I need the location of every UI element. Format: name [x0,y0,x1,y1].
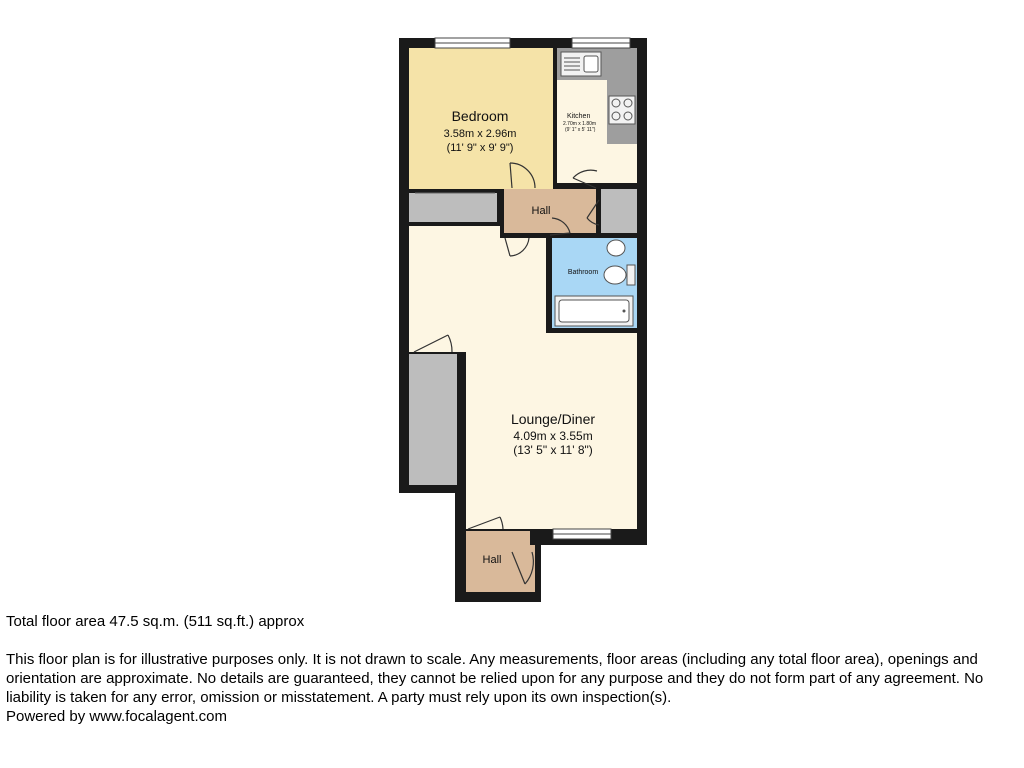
label-bedroom [444,108,517,154]
label-bathroom: Bathroom [567,269,599,276]
svg-text:3.58m x 2.96m: 3.58m x 2.96m [443,128,517,140]
label-hall-lower: Hall [482,554,502,566]
svg-text:4.09m x 3.55m: 4.09m x 3.55m [513,429,593,443]
svg-text:Kitchen: Kitchen [567,113,591,120]
svg-text:(13' 5" x 11' 8"): (13' 5" x 11' 8") [513,443,593,457]
basin-icon [607,240,625,256]
svg-text:(9' 1" x 5' 11"): (9' 1" x 5' 11") [565,127,596,133]
svg-text:Bedroom: Bedroom [451,108,509,124]
sink-icon [561,52,601,76]
bath-icon [555,296,633,326]
label-hall-upper: Hall [531,205,551,217]
svg-text:2.70m x 1.80m: 2.70m x 1.80m [563,121,597,127]
disclaimer-text: This floor plan is for illustrative purposes only. It is not drawn to scale. Any measurements, floor areas (including any total floor area), openings and orientation are approximate. No details are guaranteed, they cannot be relied upon for any purpose and they do not form part of any agreement. No liability is taken for any error, omission or misstatement. A party must rely upon its own inspection(s). [6,651,984,706]
powered-by-text: Powered by www.focalagent.com [6,708,227,725]
label-lounge-diner [511,411,595,457]
wardrobe [409,193,497,222]
svg-text:Lounge/Diner: Lounge/Diner [510,411,596,427]
storage-cupboard-right [601,189,637,233]
total-floor-area: Total floor area 47.5 sq.m. (511 sq.ft.) approx [6,613,305,630]
hob-icon [609,96,635,124]
storage-cupboard-left [409,354,457,485]
toilet-icon [604,265,635,285]
svg-text:(11' 9" x 9' 9"): (11' 9" x 9' 9") [446,142,514,154]
